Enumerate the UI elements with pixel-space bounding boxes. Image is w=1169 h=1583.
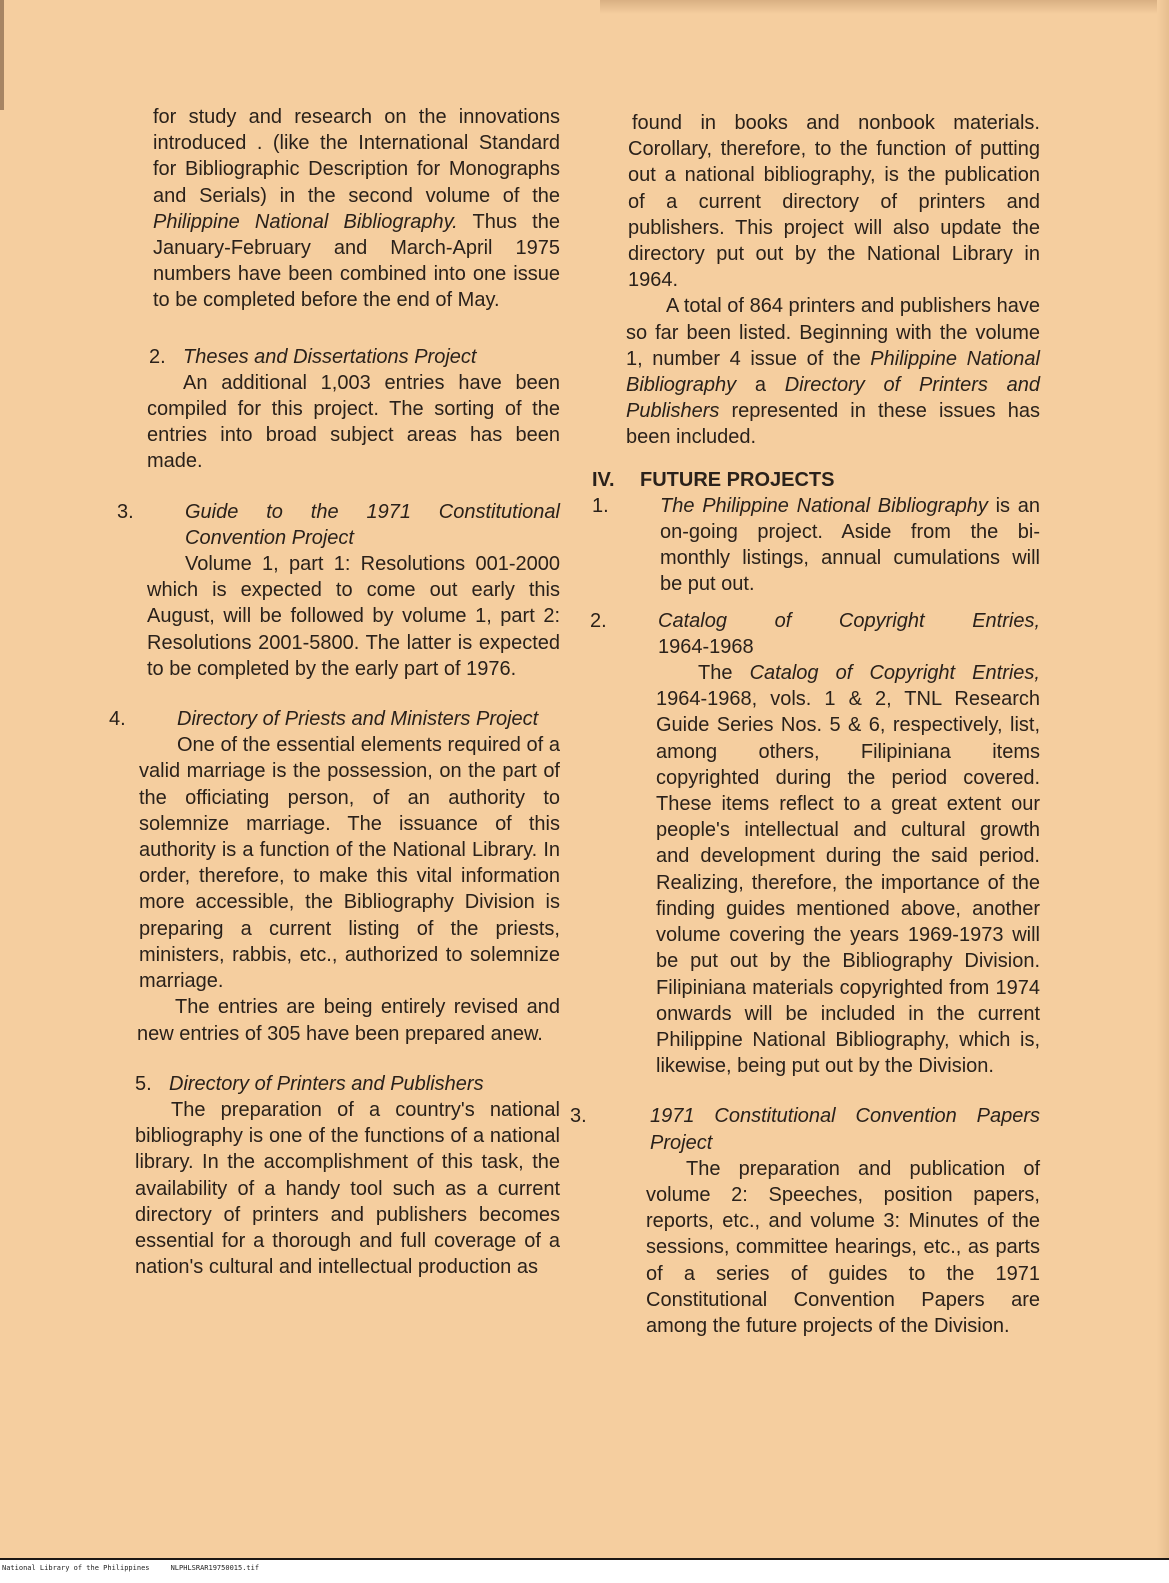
intro-paragraph: for study and research on the innovations introduced . (like the International Standard for Bibliographic Description for Monographs and Serials) in the second volume of the Philippine National Bibliography. Thus the January-February and March-April 1975 numbers have been combined into one issue to be completed before the end of May. — [153, 106, 560, 312]
section-2-heading: 2. Theses and Dissertations Project — [149, 345, 477, 368]
page-edge-top — [600, 0, 1169, 14]
continued-paragraph: found in books and nonbook materials. Corollary, therefore, to the function of putting out a national bibliography, is the publication of a current directory of printers and publishers. This project will also update the directory put out by the National Library in 1964. — [628, 112, 1040, 292]
section-4-heading: 4. Directory of Priests and Ministers Project — [109, 708, 539, 731]
printers-paragraph: A total of 864 printers and publishers have so far been listed. Beginning with the volume 1, number 4 issue of the Philippine National Bibliography a Directory of Printers and Publishers represented in these issues has been included. — [626, 295, 1040, 449]
section-5-body: The preparation of a country's national bibliography is one of the functions of a national library. In the accomplishment of this task, the availability of a handy tool such as a current directory of printers and publishers becomes essential for a thorough and full coverage of a nation's cultural and intellectual production as — [135, 1098, 560, 1279]
page-edge-left — [0, 0, 4, 110]
section-4-body-1: One of the essential elements required of a valid marriage is the possession, on the part of the officiating person, of an authority to solemnize marriage. The issuance of this authority is a function of the National Library. In order, therefore, to make this vital information more accessible, the Bibliography Division is preparing a current listing of the priests, ministers, rabbis, etc., authorized to solemnize marriage. — [139, 734, 560, 993]
right-column — [570, 110, 1040, 1339]
section-3-body: Volume 1, part 1: Resolutions 001-2000 which is expected to come out early this August, will be followed by volume 1, part 2: Resolutions 2001-5800. The latter is expected to be completed by the early part of 1976. — [147, 553, 560, 680]
section-3-heading: 3. Guide to the 1971 Constitutional Convention Project — [117, 500, 560, 549]
section-4-body-2: The entries are being entirely revised and new entries of 305 have been prepared anew. — [137, 996, 560, 1045]
future-3-body: The preparation and publication of volume 2: Speeches, position papers, reports, etc., and volume 3: Minutes of the sessions, committee hearings, etc., as parts of a series of guides to the 1971 Constitutional Convention Papers are among the future projects of the Division. — [646, 1157, 1040, 1337]
left-column — [109, 104, 560, 1280]
section-iv-heading: IV. FUTURE PROJECTS — [592, 468, 835, 491]
page-edge-right — [1157, 0, 1169, 1573]
future-2-body: The Catalog of Copyright Entries, 1964-1968, vols. 1 & 2, TNL Research Guide Series Nos. 5 & 6, respectively, list, among others, Filipiniana items copyrighted during the period covered. These items reflect to a great extent our people's intellectual and cultural growth and development during the said period. Realizing, therefore, the importance of the finding guides mentioned above, another volume covering the years 1969-1973 will be put out by the Bibliography Division. Filipiniana materials copyrighted from 1974 onwards will be included in the current Philippine National Bibliography, which is, likewise, being put out by the Division. — [656, 662, 1040, 1078]
future-3-heading: 3. 1971 Constitutional Convention Papers Project — [570, 1105, 1040, 1154]
section-2-body: An additional 1,003 entries have been compiled for this project. The sorting of the entries into broad subject areas has been made. — [147, 371, 560, 473]
future-1: 1. The Philippine National Bibliography is an on-going project. Aside from the bi-monthly listings, annual cumulations will be put out. — [592, 494, 1040, 596]
future-2-heading: 2. Catalog of Copyright Entries, — [590, 609, 1040, 632]
footer-caption: National Library of the Philippines NLPHLSRAR19750015.tif — [2, 1564, 260, 1572]
section-5-heading: 5. Directory of Printers and Publishers — [135, 1072, 484, 1095]
future-2-heading-line2: 1964-1968 — [658, 635, 754, 658]
